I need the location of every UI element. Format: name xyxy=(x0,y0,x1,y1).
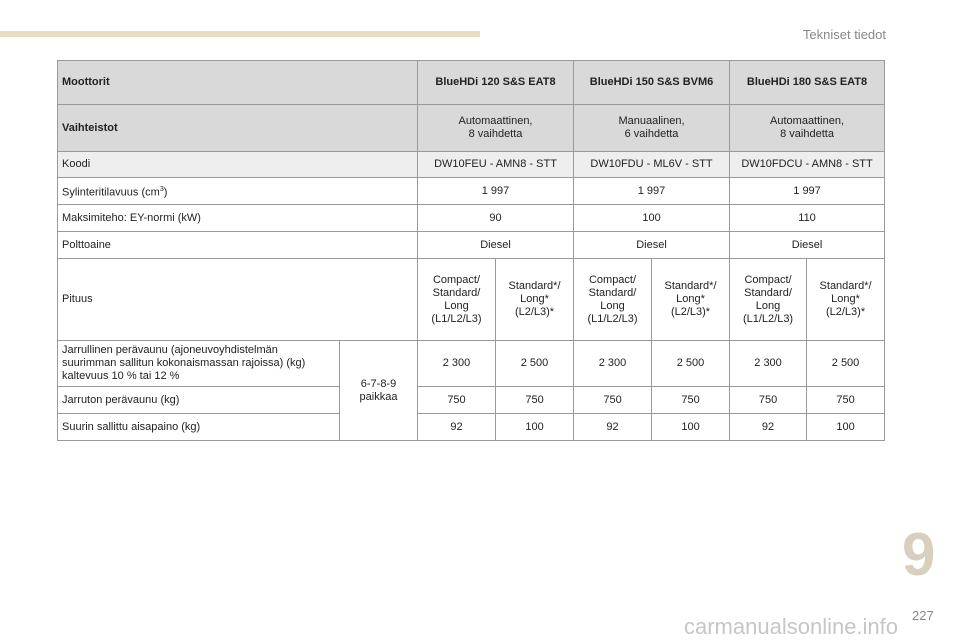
chapter-number: 9 xyxy=(902,521,936,588)
engine-3-gearbox: Automaattinen, 8 vaihdetta xyxy=(730,105,885,152)
braked-trailer-value: 2 500 xyxy=(496,341,574,387)
fuel-label: Polttoaine xyxy=(58,232,418,259)
engine-2-displacement: 1 997 xyxy=(574,178,730,205)
nose-weight-row xyxy=(58,414,885,441)
specs-table xyxy=(57,60,885,441)
displacement-label: Sylinteritilavuus $(cm^3)$ xyxy=(58,178,418,205)
braked-trailer-value: 2 300 xyxy=(574,341,652,387)
nose-weight-value: 100 xyxy=(496,414,574,441)
engine-1-fuel: Diesel xyxy=(418,232,574,259)
length-label: Pituus xyxy=(58,259,418,341)
watermark-bottom: carmanualsonline.info xyxy=(684,614,899,639)
engine-3-length-a: Compact/ Standard/ Long (L1/L2/L3) xyxy=(730,259,807,341)
engine-2-name: BlueHDi 150 S&S BVM6 xyxy=(574,61,730,105)
nose-weight-value: 92 xyxy=(418,414,496,441)
unbraked-trailer-value: 750 xyxy=(807,387,885,414)
engines-label: Moottorit xyxy=(58,61,418,105)
engine-3-fuel: Diesel xyxy=(730,232,885,259)
engine-3-length-b: Standard*/ Long* (L2/L3)* xyxy=(807,259,885,341)
engine-header-row xyxy=(58,61,885,105)
gearbox-row xyxy=(58,105,885,152)
page-number: 227 xyxy=(912,608,934,623)
engine-2-length-a: Compact/ Standard/ Long (L1/L2/L3) xyxy=(574,259,652,341)
code-label: Koodi xyxy=(58,152,418,178)
engine-1-displacement: 1 997 xyxy=(418,178,574,205)
engine-2-fuel: Diesel xyxy=(574,232,730,259)
unbraked-trailer-value: 750 xyxy=(574,387,652,414)
braked-trailer-value: 2 300 xyxy=(730,341,807,387)
power-row xyxy=(58,205,885,232)
engine-1-code: DW10FEU - AMN8 - STT xyxy=(418,152,574,178)
engine-2-gearbox: Manuaalinen, 6 vaihdetta xyxy=(574,105,730,152)
unbraked-trailer-value: 750 xyxy=(496,387,574,414)
engine-1-length-a: Compact/ Standard/ Long (L1/L2/L3) xyxy=(418,259,496,341)
engine-1-name: BlueHDi 120 S&S EAT8 xyxy=(418,61,574,105)
power-label: Maksimiteho: EY-normi (kW) xyxy=(58,205,418,232)
length-row xyxy=(58,259,885,341)
top-accent-bar xyxy=(0,31,480,37)
engine-1-length-b: Standard*/ Long* (L2/L3)* xyxy=(496,259,574,341)
engine-3-name: BlueHDi 180 S&S EAT8 xyxy=(730,61,885,105)
fuel-row xyxy=(58,232,885,259)
unbraked-trailer-value: 750 xyxy=(652,387,730,414)
nose-weight-value: 92 xyxy=(730,414,807,441)
seats-cell: 6-7-8-9 paikkaa xyxy=(340,341,418,441)
engine-2-power: 100 xyxy=(574,205,730,232)
engine-3-displacement: 1 997 xyxy=(730,178,885,205)
engine-3-power: 110 xyxy=(730,205,885,232)
unbraked-trailer-row xyxy=(58,387,885,414)
engine-2-code: DW10FDU - ML6V - STT xyxy=(574,152,730,178)
braked-trailer-value: 2 300 xyxy=(418,341,496,387)
braked-trailer-value: 2 500 xyxy=(652,341,730,387)
engine-1-power: 90 xyxy=(418,205,574,232)
gearboxes-label: Vaihteistot xyxy=(58,105,418,152)
code-row xyxy=(58,152,885,178)
nose-weight-value: 100 xyxy=(652,414,730,441)
nose-weight-value: 92 xyxy=(574,414,652,441)
unbraked-trailer-label: Jarruton perävaunu (kg) xyxy=(58,387,340,414)
braked-trailer-value: 2 500 xyxy=(807,341,885,387)
engine-1-gearbox: Automaattinen, 8 vaihdetta xyxy=(418,105,574,152)
displacement-row xyxy=(58,178,885,205)
engine-3-code: DW10FDCU - AMN8 - STT xyxy=(730,152,885,178)
braked-trailer-label: Jarrullinen perävaunu (ajoneuvoyhdistelmän suurimman sallitun kokonaismassan rajoissa) (kg) kaltevuus 10 % tai 12 % xyxy=(58,341,340,387)
nose-weight-value: 100 xyxy=(807,414,885,441)
section-title: Tekniset tiedot xyxy=(802,27,886,42)
braked-trailer-row xyxy=(58,341,885,387)
nose-weight-label: Suurin sallittu aisapaino (kg) xyxy=(58,414,340,441)
unbraked-trailer-value: 750 xyxy=(730,387,807,414)
engine-2-length-b: Standard*/ Long* (L2/L3)* xyxy=(652,259,730,341)
unbraked-trailer-value: 750 xyxy=(418,387,496,414)
